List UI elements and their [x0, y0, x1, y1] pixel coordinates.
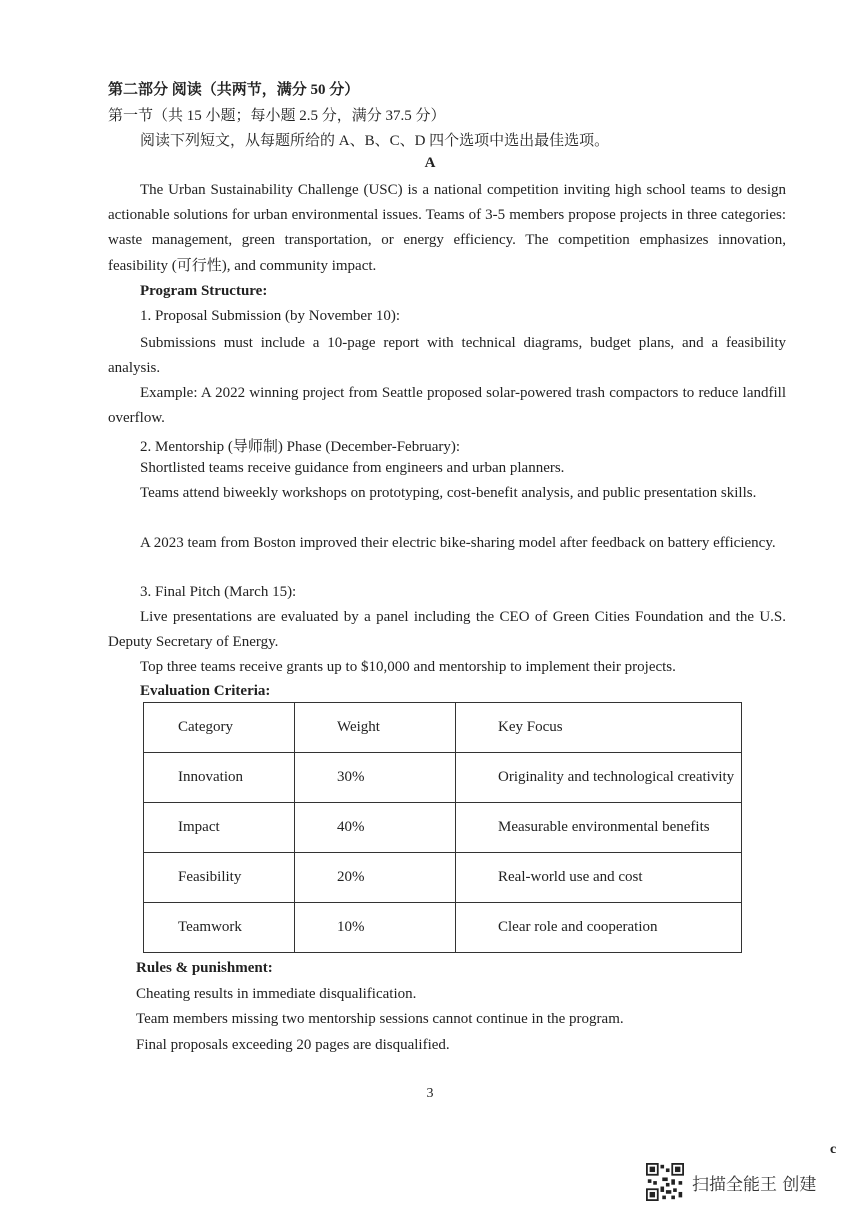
qr-code-icon [646, 1163, 684, 1201]
table-row [144, 903, 742, 953]
step2-title: 2. Mentorship (导师制) Phase (December-February): [140, 439, 461, 455]
rule-item: Cheating results in immediate disqualification. [136, 986, 417, 1002]
step1-paragraph-2: Example: A 2022 winning project from Seattle proposed solar-powered trash compactors to reduce landfill overflow. [108, 385, 786, 427]
structure-title: Program Structure: [140, 283, 268, 299]
header-cell: Key Focus [456, 703, 742, 753]
table-row [144, 803, 742, 853]
category-cell: Impact [144, 803, 295, 853]
watermark-text: 扫描全能王 创建 [692, 1174, 817, 1195]
step3-title: 3. Final Pitch (March 15): [140, 584, 297, 600]
step1-paragraph-1: Submissions must include a 10-page report with technical diagrams, budget plans, and a feasibility analysis. [108, 335, 786, 377]
table-header-row [144, 703, 742, 753]
step2-paragraph-3: A 2023 team from Boston improved their electric bike-sharing model after feedback on battery efficiency. [140, 535, 776, 551]
category-cell: Feasibility [144, 853, 295, 903]
evaluation-criteria-table [143, 702, 742, 953]
rule-item: Team members missing two mentorship sessions cannot continue in the program. [136, 1011, 624, 1027]
rule-item: Final proposals exceeding 20 pages are disqualified. [136, 1037, 450, 1053]
instruction-text: 阅读下列短文，从每题所给的 A、B、C、D 四个选项中选出最佳选项。 [140, 133, 610, 149]
focus-cell: Real-world use and cost [456, 853, 742, 903]
rules-title: Rules & punishment: [136, 960, 273, 976]
step3-paragraph-2: Top three teams receive grants up to $10,000 and mentorship to implement their projects. [140, 659, 676, 675]
criteria-title: Evaluation Criteria: [140, 683, 271, 699]
step3-paragraph-1: Live presentations are evaluated by a panel including the CEO of Green Cities Foundation and the U.S. Deputy Secretary of Energy. [108, 609, 786, 651]
focus-cell: Clear role and cooperation [456, 903, 742, 953]
passage-letter: A [424, 155, 436, 171]
section-line: 第一节（共 15 小题；每小题 2.5 分，满分 37.5 分） [108, 108, 446, 124]
focus-cell: Originality and technological creativity [456, 753, 742, 803]
weight-cell: 40% [295, 803, 456, 853]
header-cell: Category [144, 703, 295, 753]
part-title: 第二部分 阅读（共两节，满分 50 分） [108, 82, 360, 98]
table-row [144, 853, 742, 903]
header-cell: Weight [295, 703, 456, 753]
weight-cell: 10% [295, 903, 456, 953]
step2-paragraph-2: Teams attend biweekly workshops on prototyping, cost-benefit analysis, and public presentation skills. [140, 485, 757, 501]
corner-mark: c [830, 1142, 837, 1157]
weight-cell: 20% [295, 853, 456, 903]
step2-paragraph-1: Shortlisted teams receive guidance from engineers and urban planners. [140, 460, 565, 476]
category-cell: Teamwork [144, 903, 295, 953]
table-row [144, 753, 742, 803]
scanner-watermark [646, 1163, 816, 1201]
step1-title: 1. Proposal Submission (by November 10): [140, 308, 400, 324]
passage-intro: The Urban Sustainability Challenge (USC) is a national competition inviting high school teams to design actionable solutions for urban environmental issues. Teams of 3-5 members propose projects in three categories: waste management, green transportation, or energy efficiency. The competition emphasizes innovation, feasibility (可行性), and community impact. [108, 182, 786, 274]
category-cell: Innovation [144, 753, 295, 803]
page-number: 3 [426, 1086, 434, 1101]
weight-cell: 30% [295, 753, 456, 803]
focus-cell: Measurable environmental benefits [456, 803, 742, 853]
